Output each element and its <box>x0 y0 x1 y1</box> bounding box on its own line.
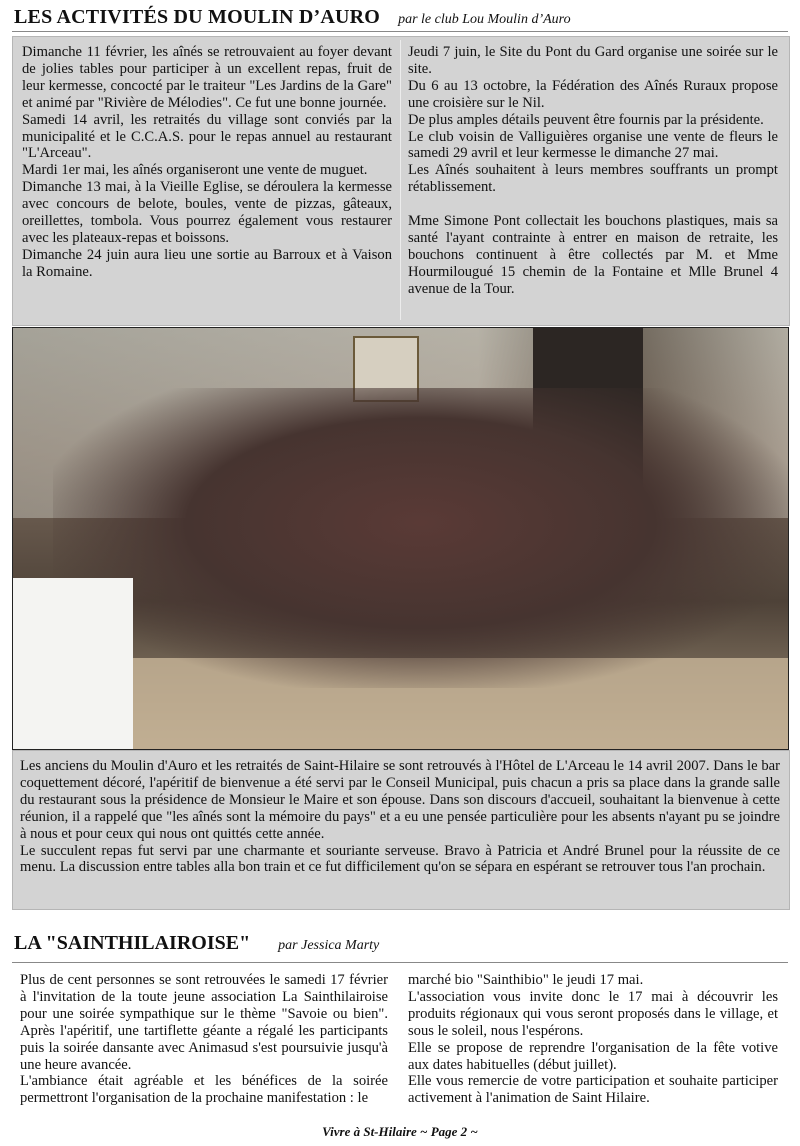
paragraph: Elle vous remercie de votre participation et souhaite participer activement à l'animation de Saint Hilaire. <box>408 1073 778 1107</box>
section1-header <box>14 6 790 32</box>
section1-rule <box>12 31 788 32</box>
photo-caption <box>20 758 780 876</box>
section1-left-column <box>22 44 392 281</box>
paragraph: De plus amples détails peuvent être fournis par la présidente. <box>408 111 764 128</box>
paragraph: Elle se propose de reprendre l'organisation de la fête votive aux dates habituelles (début juillet). <box>408 1039 778 1073</box>
paragraph: L'ambiance était agréable et les bénéfices de la soirée permettront l'organisation de la prochaine manifestation : le <box>20 1073 388 1107</box>
paragraph: Les anciens du Moulin d'Auro et les retraités de Saint-Hilaire se sont retrouvés à l'Hôtel de L'Arceau le 14 avril 2007. Dans le bar coquettement décoré, l'apéritif de bienvenue a été servi par le Conseil Municipal, puis chacun a pris sa place dans la grande salle du restaurant sous la présidence de Monsieur le Maire et son épouse. Dans son discours d'accueil, souhaitant la bienvenue à cette réunion, il a rappelé que "les aînés sont la mémoire du pays" et a eu une pensée particulière pour les absents n'ayant pu se joindre à nous et pour ceux qui nous ont quittés cette année. <box>20 758 780 842</box>
paragraph: Le club voisin de Valliguières organise une vente de fleurs le samedi 29 avril et leur kermesse le dimanche 27 mai. <box>408 128 778 162</box>
section2-title: LA "SAINTHILAIROISE" <box>14 932 251 954</box>
section1-right-column <box>408 44 778 298</box>
paragraph: Plus de cent personnes se sont retrouvées le samedi 17 février à l'invitation de la toute jeune association La Sainthilairoise pour une soirée sympathique sur le thème "Savoie ou bien". Après l'apéritif, une tartiflette géante a régalé les participants puis la soirée dansante avec Animasud s'est poursuivie jusqu'à une heure avancée. <box>20 972 388 1073</box>
paragraph-gap <box>408 196 778 213</box>
section2-header <box>14 932 790 960</box>
section2-right-column <box>408 972 778 1107</box>
section1-byline: par le club Lou Moulin d’Auro <box>398 12 571 27</box>
section2-rule <box>12 962 788 963</box>
paragraph: Dimanche 24 juin aura lieu une sortie au Barroux et à Vaison la Romaine. <box>22 246 392 280</box>
section2-byline: par Jessica Marty <box>278 938 380 953</box>
photo-crowd <box>53 388 788 688</box>
paragraph: Dimanche 13 mai, à la Vieille Eglise, se déroulera la kermesse avec concours de belote, boules, vente de pizzas, gâteaux, oreillettes, tombola. Vous pourrez également vous restaurer avec les plateaux-repas et boissons. <box>22 179 392 246</box>
paragraph: Mme Simone Pont collectait les bouchons plastiques, mais sa santé l'ayant contrainte à entrer en maison de retraite, les bouchons continuent à être collectés par M. et Mme Hourmilougué 15 chemin de la Fontaine et Mlle Brunel 4 avenue de la Tour. <box>408 213 778 297</box>
paragraph: Jeudi 7 juin, le Site du Pont du Gard organise une soirée sur le site. <box>408 44 778 77</box>
section1-title: LES ACTIVITÉS DU MOULIN D’AURO <box>14 6 381 28</box>
page-footer: Vivre à St-Hilaire ~ Page 2 ~ <box>322 1124 478 1139</box>
photo-table <box>13 578 133 749</box>
paragraph: Les Aînés souhaitent à leurs membres souffrants un prompt rétablissement. <box>408 162 778 196</box>
section2-left-column <box>20 972 388 1107</box>
paragraph: Le succulent repas fut servi par une charmante et souriante serveuse. Bravo à Patricia et André Brunel pour la réussite de ce menu. La discussion entre tables alla bon train et ce fut difficilement qu'on se sépara en espérant se retrouver tous l'an prochain. <box>20 842 780 876</box>
paragraph: Samedi 14 avril, les retraités du village sont conviés par la municipalité et le C.C.A.S. pour le repas annuel au restaurant "L'Arceau". <box>22 111 392 162</box>
paragraph: L'association vous invite donc le 17 mai à découvrir les produits régionaux qui vous seront proposés dans le village, et sous le soleil, nous l'espérons. <box>408 988 778 1039</box>
paragraph: marché bio "Sainthibio" le jeudi 17 mai. <box>408 972 644 988</box>
paragraph: Mardi 1er mai, les aînés organiseront une vente de muguet. <box>22 162 368 179</box>
column-divider <box>400 40 401 320</box>
paragraph: Du 6 au 13 octobre, la Fédération des Aînés Ruraux propose une croisière sur le Nil. <box>408 77 778 111</box>
group-photo <box>12 327 789 750</box>
paragraph: Dimanche 11 février, les aînés se retrouvaient au foyer devant de jolies tables pour participer à un excellent repas, fruit de leur kermesse, concocté par le traiteur "Les Jardins de la Gare" et animé par "Rivière de Mélodies". Ce fut une bonne journée. <box>22 44 392 111</box>
